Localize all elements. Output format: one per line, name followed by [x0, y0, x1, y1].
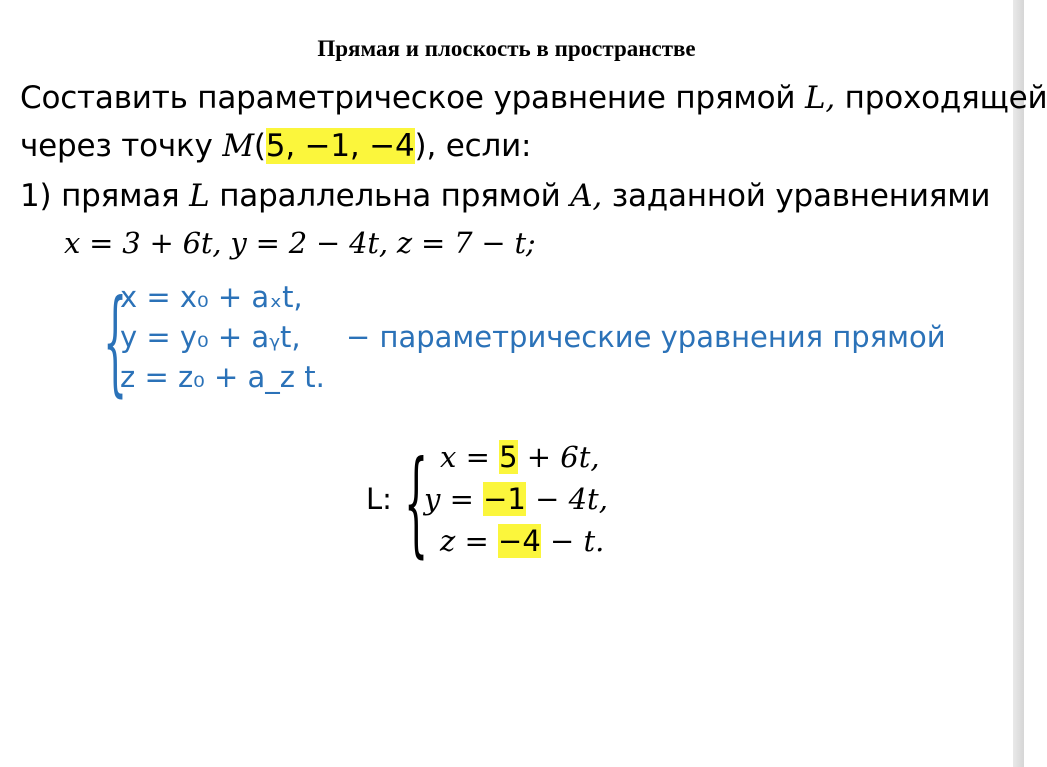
general-eq-z: z = z₀ + a_z t. [120, 360, 325, 394]
answer-eq-x [440, 440, 600, 474]
problem-text: Составить параметрическое уравнение прямой [20, 80, 805, 116]
eq-lhs: x = [440, 440, 500, 474]
highlighted-value: −1 [483, 482, 526, 516]
problem-line-2 [20, 128, 531, 164]
problem-text: ), если: [414, 128, 532, 164]
problem-line-3 [20, 178, 990, 214]
problem-text: через точку [20, 128, 223, 164]
eq-lhs: z = [440, 524, 499, 558]
eq-lhs: y = [424, 482, 484, 516]
open-paren: ( [253, 128, 266, 164]
general-form-description: − параметрические уравнения прямой [346, 320, 946, 354]
answer-eq-z [440, 524, 604, 558]
problem-text: заданной уравнениями [602, 178, 991, 214]
eq-rhs: − t. [540, 524, 605, 558]
eq-rhs: − 4t, [525, 482, 608, 516]
left-brace: { [103, 276, 128, 408]
left-brace: { [404, 437, 429, 569]
line-variable-L: L, [804, 80, 836, 116]
problem-text: прямая [51, 178, 190, 214]
line-variable-A: A, [570, 178, 603, 214]
point-coordinates: 5, −1, −4 [265, 128, 415, 164]
general-eq-x: x = x₀ + aₓt, [120, 280, 303, 314]
eq-rhs: + 6t, [517, 440, 600, 474]
answer-label: L: [366, 482, 392, 516]
problem-line-1 [20, 80, 1047, 116]
given-line-equations: x = 3 + 6t, y = 2 − 4t, z = 7 − t; [64, 226, 536, 260]
highlighted-value: −4 [498, 524, 541, 558]
line-variable-L: L [189, 178, 210, 214]
highlighted-value: 5 [499, 440, 518, 474]
page-title: Прямая и плоскость в пространстве [317, 36, 696, 61]
point-variable-M: M [222, 128, 254, 164]
answer-eq-y [424, 482, 608, 516]
problem-text: проходящей [835, 80, 1047, 116]
item-number: 1) [20, 178, 52, 214]
general-eq-y: y = y₀ + aᵧt, [120, 320, 301, 354]
problem-text: параллельна прямой [209, 178, 571, 214]
